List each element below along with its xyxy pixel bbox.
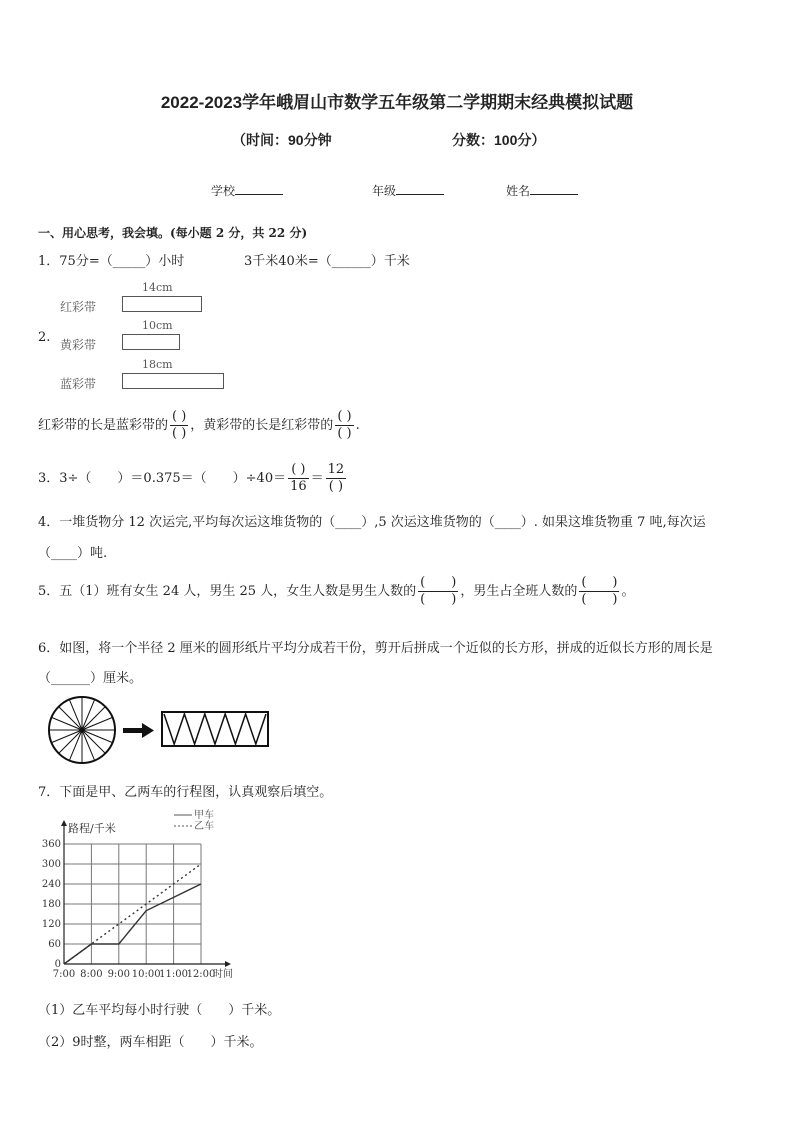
- name-field: [506, 182, 578, 199]
- q2-frac1-num: ( ): [172, 409, 187, 424]
- q5-frac2-den: ( ): [581, 592, 618, 607]
- circle-to-rectangle-figure: [44, 696, 274, 764]
- q3-frac1-den: 16: [290, 479, 307, 494]
- chart-grid: [64, 844, 201, 964]
- school-field: [211, 182, 283, 199]
- q2-frac2-num: ( ): [337, 409, 352, 424]
- y-tick-label: 0: [54, 959, 61, 970]
- x-tick-label: 8:00: [80, 969, 103, 980]
- q2-fraction-1[interactable]: [170, 409, 188, 442]
- name-blank[interactable]: [530, 182, 578, 195]
- q3-fraction-2[interactable]: [326, 462, 347, 495]
- q3-text: 3．3÷（ ）＝0.375＝（ ）÷40＝: [38, 471, 287, 486]
- yellow-ribbon-label: 黄彩带: [60, 338, 97, 352]
- school-blank[interactable]: [235, 182, 283, 195]
- q7-question: 7．下面是甲、乙两车的行程图，认真观察后填空。: [38, 785, 333, 800]
- q6-line-1: 6．如图，将一个半径 2 厘米的圆形纸片平均分成若干份，剪开后拼成一个近似的长方形，拼成的近似长方形的周长是: [38, 641, 713, 656]
- y-tick-label: 120: [41, 919, 61, 930]
- y-tick-label: 60: [48, 939, 61, 950]
- legend-label: 乙车: [194, 821, 214, 832]
- x-tick-label: 10:00: [131, 969, 161, 980]
- exam-time: （时间：90分钟: [232, 132, 332, 148]
- y-axis-arrow: [61, 820, 67, 826]
- y-tick-label: 180: [41, 899, 61, 910]
- q3-fraction-1[interactable]: [288, 462, 309, 495]
- x-tick-label: 12:00: [186, 969, 216, 980]
- blue-ribbon: [122, 373, 224, 389]
- q2-frac2-den: ( ): [337, 426, 352, 441]
- q4-line-1: 4．一堆货物分 12 次运完,平均每次运这堆货物的（____）,5 次运这堆货物的（____）. 如果这堆货物重 7 吨,每次运: [38, 515, 706, 530]
- exam-score: 分数：100分）: [452, 132, 546, 148]
- q2-question: [38, 409, 360, 442]
- blue-ribbon-label: 蓝彩带: [60, 377, 97, 391]
- x-axis-label: 时间: [213, 969, 233, 980]
- travel-chart: [28, 806, 278, 986]
- segmented-circle-icon: [49, 697, 115, 763]
- q7-sub-1: （1）乙车平均每小时行驶（ ）千米。: [38, 1003, 281, 1018]
- blue-ribbon-length: 18cm: [142, 358, 173, 371]
- legend-label: 甲车: [194, 810, 214, 821]
- school-label: 学校: [211, 184, 236, 198]
- q1-part-a: 1．75分=（_____）小时: [38, 254, 185, 269]
- q5-fraction-1[interactable]: [418, 575, 458, 608]
- q5-frac1-num: ( ): [420, 575, 457, 590]
- q1-part-b: 3千米40米=（______）千米: [244, 254, 410, 269]
- red-ribbon-length: 14cm: [142, 281, 173, 294]
- y-tick-label: 360: [41, 839, 61, 850]
- y-tick-label: 300: [41, 859, 61, 870]
- q2-text-a: 红彩带的长是蓝彩带的: [38, 418, 169, 433]
- right-arrow-icon: [123, 723, 154, 738]
- approx-rectangle-icon: [162, 712, 268, 746]
- q3-frac2-num: 12: [327, 462, 345, 477]
- x-tick-label: 11:00: [159, 969, 189, 980]
- q2-number: 2.: [38, 330, 51, 345]
- q3-frac1-num: ( ): [288, 462, 309, 479]
- chart-series: [64, 864, 201, 964]
- q5-frac1-den: ( ): [420, 592, 457, 607]
- x-tick-label: 7:00: [52, 969, 76, 980]
- q5-text-end: 。: [621, 584, 635, 599]
- q3-frac2-den: ( ): [328, 479, 344, 494]
- q5-fraction-2[interactable]: [579, 575, 619, 608]
- q5-text-b: ，男生占全班人数的: [460, 584, 578, 599]
- grade-blank[interactable]: [396, 182, 444, 195]
- q3-question: [38, 462, 348, 495]
- q5-text-a: 5．五（1）班有女生 24 人，男生 25 人，女生人数是男生人数的: [38, 584, 417, 599]
- grade-field: [372, 182, 444, 199]
- q3-equals: ＝: [310, 471, 324, 486]
- series-line-2: [64, 864, 201, 964]
- q2-frac1-den: ( ): [172, 426, 187, 441]
- q4-line-2: （____）吨.: [38, 546, 108, 561]
- name-label: 姓名: [506, 184, 531, 198]
- section-heading: 一、用心思考，我会填。(每小题 2 分，共 22 分): [38, 226, 308, 240]
- red-ribbon-label: 红彩带: [60, 300, 97, 314]
- x-axis-arrow: [225, 961, 231, 967]
- red-ribbon: [122, 296, 202, 312]
- q5-frac2-num: ( ): [581, 575, 618, 590]
- q2-text-end: .: [355, 418, 360, 433]
- chart-labels: [42, 809, 233, 980]
- q2-fraction-2[interactable]: [335, 409, 353, 442]
- y-axis-label: 路程/千米: [68, 822, 116, 835]
- q5-question: [38, 575, 635, 608]
- q7-sub-2: （2）9时整，两车相距（ ）千米。: [38, 1035, 263, 1050]
- yellow-ribbon-length: 10cm: [142, 319, 173, 332]
- y-tick-label: 240: [41, 879, 61, 890]
- q6-line-2: （______）厘米。: [38, 671, 143, 686]
- grade-label: 年级: [372, 184, 397, 198]
- yellow-ribbon: [122, 334, 180, 350]
- page-title: 2022-2023学年峨眉山市数学五年级第二学期期末经典模拟试题: [160, 93, 634, 112]
- x-tick-label: 9:00: [107, 969, 131, 980]
- q2-text-b: ，黄彩带的长是红彩带的: [190, 418, 334, 433]
